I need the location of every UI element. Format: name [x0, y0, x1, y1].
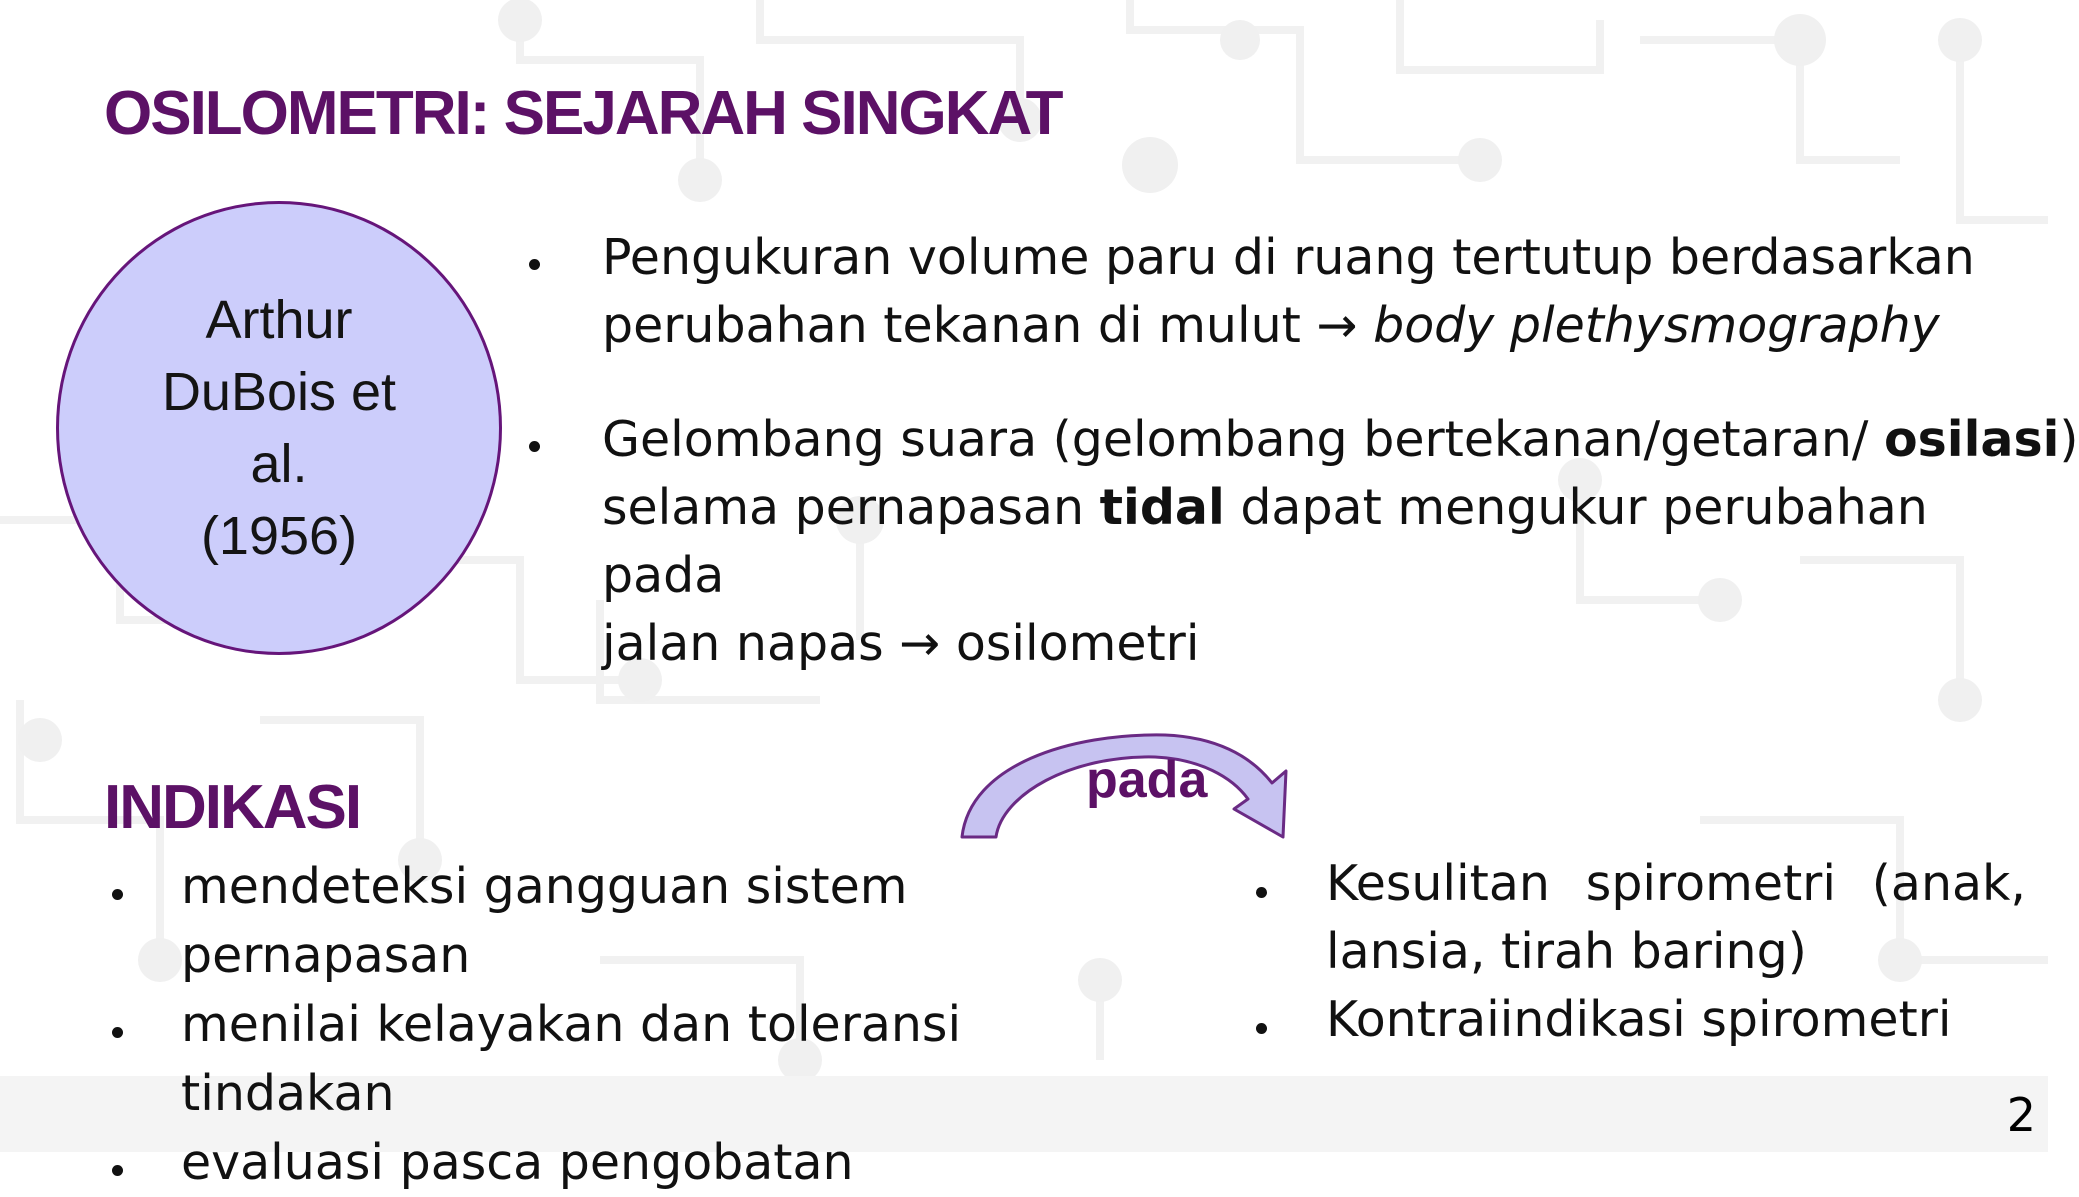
right-arrow-icon: →: [1316, 297, 1358, 354]
pada-list: [1326, 850, 2026, 1054]
bullet-line: jalan napas → osilometri: [602, 615, 1200, 672]
bullet-line: Kesulitan spirometri (anak,: [1326, 855, 2026, 912]
author-citation: [129, 284, 429, 572]
author-line: al.: [250, 434, 308, 494]
page-number: 2: [2006, 1088, 2036, 1142]
bullet-line: Gelombang suara (gelombang bertekanan/getaran/ osilasi): [602, 411, 2079, 468]
indication-item: mendeteksi gangguan sistem pernapasan: [181, 852, 1181, 990]
bullet-dot: [529, 441, 540, 452]
bullet-dot: [112, 1027, 123, 1038]
bullet-line: perubahan tekanan di mulut → body plethysmography: [602, 297, 1940, 354]
italic-term: body plethysmography: [1373, 297, 1940, 354]
bold-term: tidal: [1099, 479, 1225, 536]
bullet-dot: [529, 259, 540, 270]
bullet-line: Pengukuran volume paru di ruang tertutup berdasarkan: [602, 229, 1975, 286]
author-line: Arthur: [205, 290, 353, 350]
bullet-line: Kontraiindikasi spirometri: [1326, 991, 1952, 1048]
arrow-label: pada: [1086, 751, 1208, 809]
bullet-dot: [1256, 887, 1267, 898]
bold-term: osilasi: [1883, 411, 2060, 468]
right-arrow-icon: →: [899, 615, 941, 672]
indication-list: [181, 852, 1181, 1197]
bullet-line: selama pernapasan tidal dapat mengukur perubahan pada: [602, 479, 1928, 604]
indication-item: menilai kelayakan dan toleransi tindakan: [181, 990, 1181, 1128]
pada-item: [1326, 986, 2026, 1054]
bullet-dot: [112, 1165, 123, 1176]
author-line: DuBois et: [161, 362, 397, 422]
history-bullet-list: [602, 224, 2079, 724]
pada-item: [1326, 850, 2026, 986]
slide-title: OSILOMETRI: SEJARAH SINGKAT: [104, 79, 1062, 148]
indication-item: evaluasi pasca pengobatan: [181, 1128, 1181, 1197]
history-bullet: [602, 406, 2079, 678]
history-bullet: [602, 224, 2022, 360]
bullet-line: lansia, tirah baring): [1326, 923, 1807, 980]
bullet-dot: [112, 889, 123, 900]
bullet-dot: [1256, 1023, 1267, 1034]
author-circle: [56, 201, 502, 655]
author-line: (1956): [200, 506, 358, 566]
indikasi-heading: INDIKASI: [104, 773, 361, 842]
